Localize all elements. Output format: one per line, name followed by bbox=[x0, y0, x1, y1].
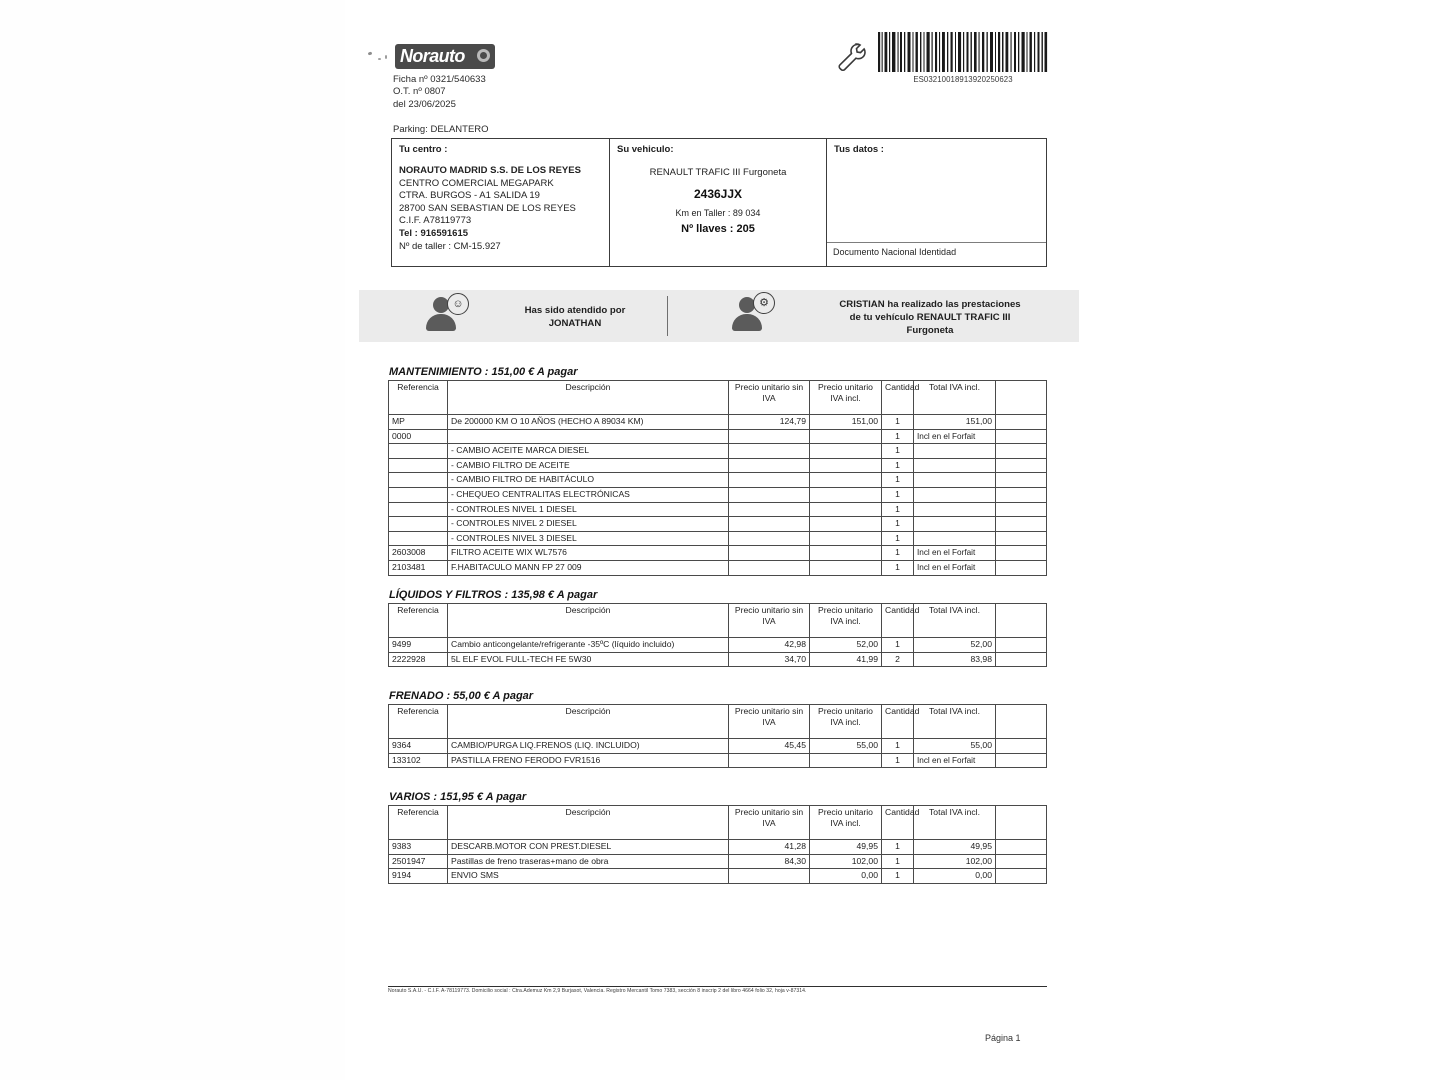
ot-number: O.T. nº 0807 bbox=[393, 86, 446, 98]
invoice-page bbox=[345, 0, 1096, 1080]
technician-line3: Furgoneta bbox=[906, 325, 954, 336]
table-row bbox=[389, 652, 1047, 667]
cell-precio-sin-iva bbox=[729, 753, 810, 768]
cell-total: 49,95 bbox=[914, 840, 996, 855]
table-row bbox=[389, 444, 1047, 459]
technician-line2: de tu vehículo RENAULT TRAFIC III bbox=[849, 312, 1011, 323]
th-spacer bbox=[996, 705, 1047, 739]
th-cantidad: Cantidad bbox=[882, 604, 914, 638]
cell-cantidad: 1 bbox=[882, 869, 914, 884]
cell-precio-iva bbox=[810, 473, 882, 488]
cell-total bbox=[914, 473, 996, 488]
th-descripcion: Descripción bbox=[448, 381, 729, 415]
cell-spacer bbox=[996, 546, 1047, 561]
cell-spacer bbox=[996, 517, 1047, 532]
cell-spacer bbox=[996, 531, 1047, 546]
cell-cantidad: 1 bbox=[882, 739, 914, 754]
table-frenado bbox=[388, 704, 1047, 768]
datos-title: Tus datos : bbox=[834, 144, 884, 155]
cell-cantidad: 1 bbox=[882, 502, 914, 517]
smiley-icon: ☺ bbox=[447, 293, 469, 315]
section-title-liquidos: LÍQUIDOS Y FILTROS : 135,98 € A pagar bbox=[389, 589, 598, 601]
cell-precio-iva: 41,99 bbox=[810, 652, 882, 667]
th-precio-sin-iva: Precio unitario sin IVA bbox=[729, 806, 810, 840]
centro-name: NORAUTO MADRID S.S. DE LOS REYES bbox=[399, 165, 581, 176]
cell-precio-iva bbox=[810, 502, 882, 517]
table-row bbox=[389, 753, 1047, 768]
cell-cantidad: 1 bbox=[882, 753, 914, 768]
scan-speck bbox=[378, 58, 381, 60]
cell-total: 55,00 bbox=[914, 739, 996, 754]
cell-descripcion: FILTRO ACEITE WIX WL7576 bbox=[448, 546, 729, 561]
cell-cantidad: 1 bbox=[882, 546, 914, 561]
th-cantidad: Cantidad bbox=[882, 705, 914, 739]
cell-precio-sin-iva bbox=[729, 444, 810, 459]
cell-total: Incl en el Forfait bbox=[914, 753, 996, 768]
cell-total: 102,00 bbox=[914, 854, 996, 869]
centro-details bbox=[399, 165, 581, 253]
cell-referencia bbox=[389, 487, 448, 502]
centro-tel: Tel : 916591615 bbox=[399, 227, 469, 239]
banner-divider bbox=[667, 296, 668, 336]
barcode-number: ES03210018913920250623 bbox=[913, 75, 1013, 84]
cell-descripcion: F.HABITACULO MANN FP 27 009 bbox=[448, 560, 729, 575]
table-row bbox=[389, 560, 1047, 575]
cell-referencia: 9499 bbox=[389, 638, 448, 653]
cell-spacer bbox=[996, 739, 1047, 754]
vehiculo-model: RENAULT TRAFIC III Furgoneta bbox=[649, 167, 787, 178]
vehiculo-km: Km en Taller : 89 034 bbox=[675, 208, 761, 218]
wrench-icon bbox=[837, 42, 867, 74]
cell-referencia: 2603008 bbox=[389, 546, 448, 561]
footer-legal-text: Norauto S.A.U. - C.I.F. A-78119773. Domicilio social : Ctra.Ademuz Km 2,9 Burjasot, Valencia. Registro Mercantil Tomo 7383, sección 8 inscrip 2 del libro 4664 folio 32, hoja v-87314. bbox=[388, 988, 807, 994]
cell-total bbox=[914, 502, 996, 517]
cell-total: 83,98 bbox=[914, 652, 996, 667]
right-gutter bbox=[1096, 0, 1440, 1080]
cell-precio-sin-iva bbox=[729, 473, 810, 488]
cell-spacer bbox=[996, 869, 1047, 884]
cell-descripcion: 5L ELF EVOL FULL-TECH FE 5W30 bbox=[448, 652, 729, 667]
cell-precio-sin-iva: 34,70 bbox=[729, 652, 810, 667]
cell-spacer bbox=[996, 487, 1047, 502]
cell-precio-sin-iva bbox=[729, 560, 810, 575]
parking-label: Parking: DELANTERO bbox=[393, 124, 489, 135]
cell-precio-sin-iva bbox=[729, 869, 810, 884]
cell-precio-sin-iva: 42,98 bbox=[729, 638, 810, 653]
th-descripcion: Descripción bbox=[448, 705, 729, 739]
cell-cantidad: 1 bbox=[882, 531, 914, 546]
cell-descripcion: De 200000 KM O 10 AÑOS (HECHO A 89034 KM) bbox=[448, 415, 729, 430]
cell-spacer bbox=[996, 444, 1047, 459]
cell-cantidad: 1 bbox=[882, 487, 914, 502]
th-spacer bbox=[996, 381, 1047, 415]
table-row bbox=[389, 546, 1047, 561]
cell-descripcion: PASTILLA FRENO FERODO FVR1516 bbox=[448, 753, 729, 768]
centro-line2: CENTRO COMERCIAL MEGAPARK bbox=[399, 177, 554, 189]
cell-descripcion: Pastillas de freno traseras+mano de obra bbox=[448, 854, 729, 869]
cell-spacer bbox=[996, 560, 1047, 575]
cell-referencia: MP bbox=[389, 415, 448, 430]
cell-spacer bbox=[996, 473, 1047, 488]
cell-spacer bbox=[996, 502, 1047, 517]
table-header-row bbox=[389, 705, 1047, 739]
table-varios bbox=[388, 805, 1047, 884]
table-header-row bbox=[389, 604, 1047, 638]
cell-total bbox=[914, 458, 996, 473]
cell-precio-iva: 102,00 bbox=[810, 854, 882, 869]
attendant-text bbox=[485, 304, 665, 330]
cell-descripcion: - CHEQUEO CENTRALITAS ELECTRÓNICAS bbox=[448, 487, 729, 502]
th-referencia: Referencia bbox=[389, 604, 448, 638]
cell-precio-iva: 55,00 bbox=[810, 739, 882, 754]
th-cantidad: Cantidad bbox=[882, 381, 914, 415]
logo-o-ring-icon bbox=[477, 49, 490, 62]
th-precio-sin-iva: Precio unitario sin IVA bbox=[729, 705, 810, 739]
table-header-row bbox=[389, 806, 1047, 840]
cell-referencia: 9383 bbox=[389, 840, 448, 855]
cell-total: 0,00 bbox=[914, 869, 996, 884]
section-title-varios: VARIOS : 151,95 € A pagar bbox=[389, 791, 527, 803]
th-total: Total IVA incl. bbox=[914, 604, 996, 638]
th-spacer bbox=[996, 806, 1047, 840]
table-row bbox=[389, 487, 1047, 502]
cell-precio-sin-iva: 84,30 bbox=[729, 854, 810, 869]
cell-precio-sin-iva bbox=[729, 487, 810, 502]
cell-referencia bbox=[389, 473, 448, 488]
cell-precio-sin-iva: 45,45 bbox=[729, 739, 810, 754]
th-precio-iva: Precio unitario IVA incl. bbox=[810, 381, 882, 415]
cell-referencia: 2222928 bbox=[389, 652, 448, 667]
section-title-frenado: FRENADO : 55,00 € A pagar bbox=[389, 690, 534, 702]
page-number: Página 1 bbox=[985, 1033, 1021, 1043]
cell-cantidad: 1 bbox=[882, 444, 914, 459]
vehiculo-box bbox=[609, 138, 827, 267]
cell-total bbox=[914, 517, 996, 532]
cell-spacer bbox=[996, 429, 1047, 444]
cell-referencia bbox=[389, 517, 448, 532]
cell-referencia bbox=[389, 531, 448, 546]
vehiculo-keys: Nº llaves : 205 bbox=[681, 223, 755, 235]
cell-spacer bbox=[996, 652, 1047, 667]
cell-spacer bbox=[996, 638, 1047, 653]
scan-speck bbox=[368, 51, 373, 55]
cell-total: 52,00 bbox=[914, 638, 996, 653]
cell-cantidad: 1 bbox=[882, 840, 914, 855]
table-row bbox=[389, 502, 1047, 517]
centro-line3: CTRA. BURGOS - A1 SALIDA 19 bbox=[399, 190, 540, 202]
cell-total bbox=[914, 531, 996, 546]
cell-descripcion: ENVIO SMS bbox=[448, 869, 729, 884]
cell-spacer bbox=[996, 840, 1047, 855]
table-body bbox=[389, 739, 1047, 768]
left-gutter bbox=[0, 0, 345, 1080]
table-row bbox=[389, 458, 1047, 473]
cell-precio-iva: 0,00 bbox=[810, 869, 882, 884]
cell-descripcion: - CONTROLES NIVEL 1 DIESEL bbox=[448, 502, 729, 517]
centro-line4: 28700 SAN SEBASTIAN DE LOS REYES bbox=[399, 202, 576, 214]
cell-precio-iva: 151,00 bbox=[810, 415, 882, 430]
section-title-mantenimiento: MANTENIMIENTO : 151,00 € A pagar bbox=[389, 366, 578, 378]
centro-taller: Nº de taller : CM-15.927 bbox=[399, 240, 501, 252]
cell-precio-iva bbox=[810, 517, 882, 532]
th-descripcion: Descripción bbox=[448, 604, 729, 638]
vehiculo-title: Su vehiculo: bbox=[617, 144, 674, 155]
cell-descripcion: - CAMBIO ACEITE MARCA DIESEL bbox=[448, 444, 729, 459]
table-row bbox=[389, 531, 1047, 546]
cell-total: Incl en el Forfait bbox=[914, 429, 996, 444]
table-row bbox=[389, 429, 1047, 444]
table-row bbox=[389, 415, 1047, 430]
cell-precio-sin-iva: 124,79 bbox=[729, 415, 810, 430]
document-date: del 23/06/2025 bbox=[393, 98, 456, 110]
cell-total bbox=[914, 487, 996, 502]
cell-descripcion: CAMBIO/PURGA LIQ.FRENOS (LIQ. INCLUIDO) bbox=[448, 739, 729, 754]
centro-title: Tu centro : bbox=[399, 144, 448, 155]
cell-total: Incl en el Forfait bbox=[914, 546, 996, 561]
cell-precio-sin-iva bbox=[729, 458, 810, 473]
document-meta bbox=[393, 74, 486, 111]
cell-referencia bbox=[389, 502, 448, 517]
table-body bbox=[389, 415, 1047, 576]
table-row bbox=[389, 869, 1047, 884]
th-descripcion: Descripción bbox=[448, 806, 729, 840]
cell-precio-sin-iva bbox=[729, 429, 810, 444]
cell-descripcion: DESCARB.MOTOR CON PREST.DIESEL bbox=[448, 840, 729, 855]
th-cantidad: Cantidad bbox=[882, 806, 914, 840]
th-total: Total IVA incl. bbox=[914, 705, 996, 739]
wrench-bubble-icon: ⚙ bbox=[753, 292, 775, 314]
cell-spacer bbox=[996, 854, 1047, 869]
scan-speck bbox=[385, 55, 387, 59]
datos-divider bbox=[827, 242, 1046, 243]
cell-cantidad: 1 bbox=[882, 638, 914, 653]
cell-cantidad: 1 bbox=[882, 854, 914, 869]
table-body bbox=[389, 840, 1047, 884]
cell-precio-iva bbox=[810, 560, 882, 575]
ficha-number: Ficha nº 0321/540633 bbox=[393, 74, 486, 85]
table-row bbox=[389, 517, 1047, 532]
cell-spacer bbox=[996, 753, 1047, 768]
cell-total bbox=[914, 444, 996, 459]
th-referencia: Referencia bbox=[389, 381, 448, 415]
cell-precio-iva bbox=[810, 458, 882, 473]
table-row bbox=[389, 739, 1047, 754]
cell-descripcion bbox=[448, 429, 729, 444]
th-total: Total IVA incl. bbox=[914, 381, 996, 415]
th-referencia: Referencia bbox=[389, 806, 448, 840]
th-precio-iva: Precio unitario IVA incl. bbox=[810, 604, 882, 638]
cell-referencia: 2103481 bbox=[389, 560, 448, 575]
centro-box bbox=[391, 138, 610, 267]
cell-cantidad: 2 bbox=[882, 652, 914, 667]
dni-label: Documento Nacional Identidad bbox=[833, 247, 957, 257]
th-total: Total IVA incl. bbox=[914, 806, 996, 840]
cell-cantidad: 1 bbox=[882, 458, 914, 473]
attendant-name: JONATHAN bbox=[548, 318, 602, 329]
info-boxes bbox=[391, 138, 1047, 267]
cell-referencia bbox=[389, 458, 448, 473]
vehiculo-plate: 2436JJX bbox=[693, 187, 743, 201]
technician-line1: CRISTIAN ha realizado las prestaciones bbox=[839, 299, 1021, 310]
cell-precio-sin-iva bbox=[729, 546, 810, 561]
cell-referencia: 9364 bbox=[389, 739, 448, 754]
cell-descripcion: - CAMBIO FILTRO DE ACEITE bbox=[448, 458, 729, 473]
th-precio-iva: Precio unitario IVA incl. bbox=[810, 705, 882, 739]
cell-referencia bbox=[389, 444, 448, 459]
table-header-row bbox=[389, 381, 1047, 415]
cell-cantidad: 1 bbox=[882, 473, 914, 488]
cell-precio-sin-iva: 41,28 bbox=[729, 840, 810, 855]
cell-spacer bbox=[996, 415, 1047, 430]
cell-precio-iva bbox=[810, 444, 882, 459]
cell-total: 151,00 bbox=[914, 415, 996, 430]
cell-precio-sin-iva bbox=[729, 517, 810, 532]
centro-cif: C.I.F. A78119773 bbox=[399, 215, 472, 227]
cell-precio-iva bbox=[810, 546, 882, 561]
table-row bbox=[389, 840, 1047, 855]
cell-cantidad: 1 bbox=[882, 415, 914, 430]
table-mantenimiento bbox=[388, 380, 1047, 576]
cell-precio-iva bbox=[810, 429, 882, 444]
cell-precio-iva bbox=[810, 531, 882, 546]
cell-referencia: 133102 bbox=[389, 753, 448, 768]
cell-precio-iva bbox=[810, 487, 882, 502]
cell-descripcion: Cambio anticongelante/refrigerante -35ºC (líquido incluido) bbox=[448, 638, 729, 653]
th-referencia: Referencia bbox=[389, 705, 448, 739]
cell-total: Incl en el Forfait bbox=[914, 560, 996, 575]
table-row bbox=[389, 854, 1047, 869]
attendant-line1: Has sido atendido por bbox=[524, 305, 626, 316]
footer-divider bbox=[388, 986, 1047, 987]
cell-precio-iva: 52,00 bbox=[810, 638, 882, 653]
cell-descripcion: - CONTROLES NIVEL 3 DIESEL bbox=[448, 531, 729, 546]
cell-cantidad: 1 bbox=[882, 429, 914, 444]
cell-referencia: 2501947 bbox=[389, 854, 448, 869]
table-liquidos bbox=[388, 603, 1047, 667]
th-precio-iva: Precio unitario IVA incl. bbox=[810, 806, 882, 840]
barcode-image bbox=[878, 32, 1048, 72]
cell-descripcion: - CONTROLES NIVEL 2 DIESEL bbox=[448, 517, 729, 532]
cell-cantidad: 1 bbox=[882, 517, 914, 532]
cell-descripcion: - CAMBIO FILTRO DE HABITÁCULO bbox=[448, 473, 729, 488]
table-row bbox=[389, 473, 1047, 488]
th-precio-sin-iva: Precio unitario sin IVA bbox=[729, 604, 810, 638]
logo-wordmark: Norauto bbox=[400, 46, 465, 66]
norauto-logo bbox=[395, 44, 495, 69]
datos-box bbox=[826, 138, 1047, 267]
table-row bbox=[389, 638, 1047, 653]
cell-spacer bbox=[996, 458, 1047, 473]
cell-referencia: 9194 bbox=[389, 869, 448, 884]
cell-cantidad: 1 bbox=[882, 560, 914, 575]
th-spacer bbox=[996, 604, 1047, 638]
table-body bbox=[389, 638, 1047, 667]
cell-referencia: 0000 bbox=[389, 429, 448, 444]
technician-text bbox=[785, 298, 1075, 337]
cell-precio-iva: 49,95 bbox=[810, 840, 882, 855]
cell-precio-sin-iva bbox=[729, 531, 810, 546]
cell-precio-iva bbox=[810, 753, 882, 768]
cell-precio-sin-iva bbox=[729, 502, 810, 517]
th-precio-sin-iva: Precio unitario sin IVA bbox=[729, 381, 810, 415]
